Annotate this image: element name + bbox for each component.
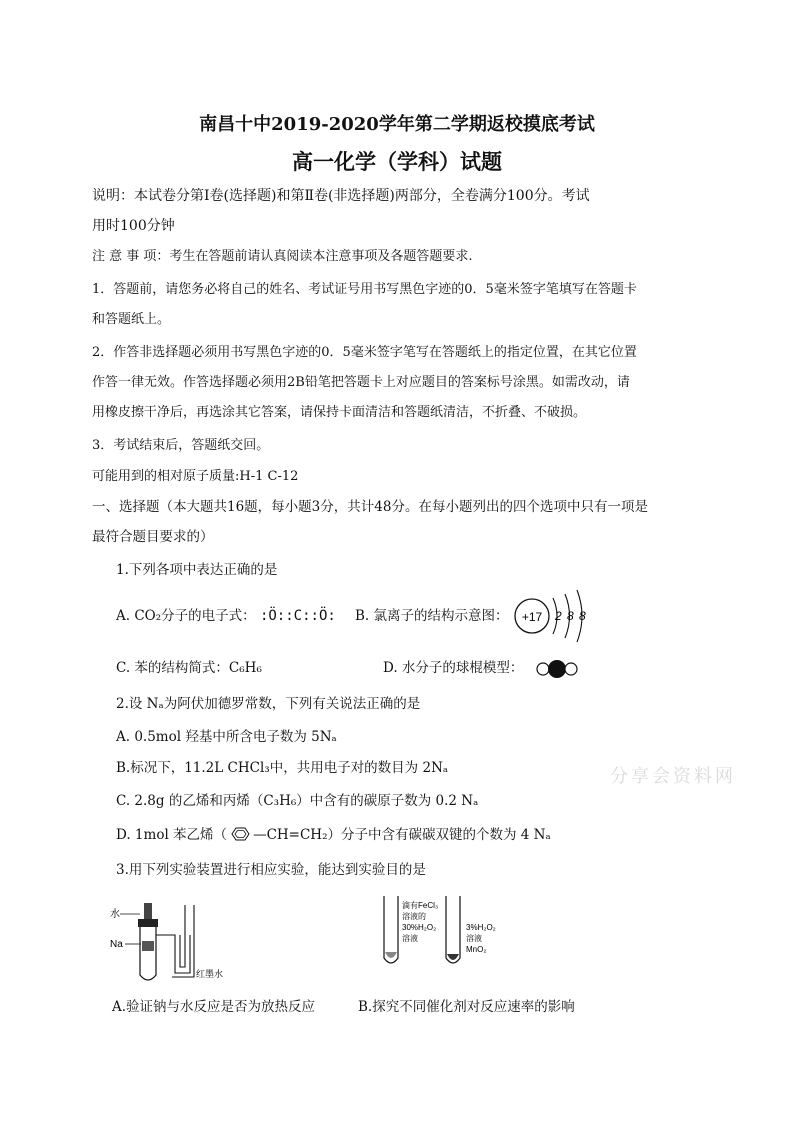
nucleus-charge: +17 (521, 610, 543, 624)
q2-option-d-suffix: ）分子中含有碳碳双键的个数为 4 Nₐ (327, 827, 551, 843)
label-red-ink: 红墨水 (196, 969, 224, 979)
sodium-water-apparatus (110, 895, 240, 990)
test-tube (140, 927, 156, 980)
q3-option-b: B.探究不同催化剂对反应速率的影响 (358, 999, 575, 1015)
instructions-item2-line2: 作答一律无效。作答选择题必须用2B铅笔把答题卡上对应题目的答案标号涂黑。如需改动，请 (92, 375, 630, 390)
label-right-2: 溶液 (466, 934, 482, 943)
label-left-3: 30%H₂O₂ (402, 923, 437, 932)
q1-option-b-label: B. 氯离子的结构示意图： (355, 608, 509, 624)
stopper (138, 919, 158, 927)
q2-option-d-struct: —CH=CH₂ (253, 827, 328, 843)
q1-option-c: C. 苯的结构简式：C₆H₆ (116, 660, 262, 676)
q1-stem: 1.下列各项中表达正确的是 (116, 562, 278, 578)
q2-option-b: B.标况下，11.2L CHCl₃中，共用电子对的数目为 2Nₐ (116, 760, 449, 776)
shell-count-2: 8 (567, 609, 574, 623)
instructions-item1-line2: 和答题纸上。 (92, 312, 171, 327)
water-ball-stick-model (535, 656, 581, 682)
benzene-ring-icon (227, 827, 253, 841)
section1-heading-line2: 最符合题目要求的） (92, 529, 214, 545)
instructions-item1-line1: 1．答题前，请您务必将自己的姓名、考试证号用书写黑色字迹的0．5毫米签字笔填写在答题卡 (92, 282, 637, 297)
label-left-1: 滴有FeCl₃ (402, 901, 439, 910)
co2-electron-formula: :Ö::C::Ö: (259, 608, 336, 624)
q3-option-a: A.验证钠与水反应是否为放热反应 (112, 999, 316, 1015)
q2-stem: 2.设 Nₐ为阿伏加德罗常数，下列有关说法正确的是 (116, 696, 421, 712)
q1-option-a (116, 606, 336, 626)
label-sodium: Na (110, 939, 123, 950)
instructions-item2-line3: 用橡皮擦干净后，再选涂其它答案，请保持卡面清洁和答题纸清洁，不折叠、不破损。 (92, 405, 587, 420)
label-left-4: 溶液 (402, 934, 418, 943)
label-water: 水 (110, 909, 120, 920)
oxygen-atom (548, 660, 566, 678)
q2-option-a: A. 0.5mol 羟基中所含电子数为 5Nₐ (116, 729, 337, 745)
instructions-item2-line1: 2．作答非选择题必须用书写黑色字迹的0．5毫米签字笔写在答题纸上的指定位置，在其它位置 (92, 345, 637, 360)
exam-subtitle: 高一化学（学科）试题 (292, 149, 502, 174)
q2-option-d-prefix: D. 1mol 苯乙烯（ (116, 827, 228, 843)
label-left-2: 溶液的 (402, 912, 426, 921)
q1-option-d-label: D. 水分子的球棍模型： (383, 660, 524, 676)
q2-option-d (116, 825, 551, 845)
q3-stem: 3.用下列实验装置进行相应实验，能达到实验目的是 (116, 862, 426, 878)
q2-option-c: C. 2.8g 的乙烯和丙烯（C₃H₆）中含有的碳原子数为 0.2 Nₐ (116, 793, 479, 809)
atomic-mass-note: 可能用到的相对原子质量:H-1 C-12 (92, 469, 299, 484)
label-right-1: 3%H₂O₂ (466, 923, 496, 932)
shell-count-1: 2 (555, 609, 562, 623)
instructions-desc-line1: 说明：本试卷分第Ⅰ卷(选择题)和第Ⅱ卷(非选择题)两部分，全卷满分100分。考试 (92, 188, 590, 204)
instructions-notice: 注 意 事 项：考生在答题前请认真阅读本注意事项及各题答题要求. (92, 249, 473, 264)
test-tube-right (446, 896, 460, 963)
instructions-item3: 3．考试结束后，答题纸交回。 (92, 438, 270, 453)
section1-heading-line1: 一、选择题（本大题共16题，每小题3分，共计48分。在每小题列出的四个选项中只有一项是 (92, 499, 648, 515)
q1-option-a-label: A. CO₂分子的电子式： (116, 608, 256, 624)
chloride-ion-diagram (506, 588, 596, 644)
watermark: 分享会资料网 (610, 766, 736, 787)
catalyst-comparison-apparatus (378, 896, 508, 978)
instructions-desc-line2: 用时100分钟 (92, 218, 175, 234)
label-right-3: MnO₂ (466, 945, 487, 954)
shell-count-3: 8 (579, 609, 586, 623)
exam-title: 南昌十中2019-2020学年第二学期返校摸底考试 (199, 114, 595, 135)
hydrogen-atom-left (537, 663, 549, 675)
hydrogen-atom-right (565, 663, 577, 675)
